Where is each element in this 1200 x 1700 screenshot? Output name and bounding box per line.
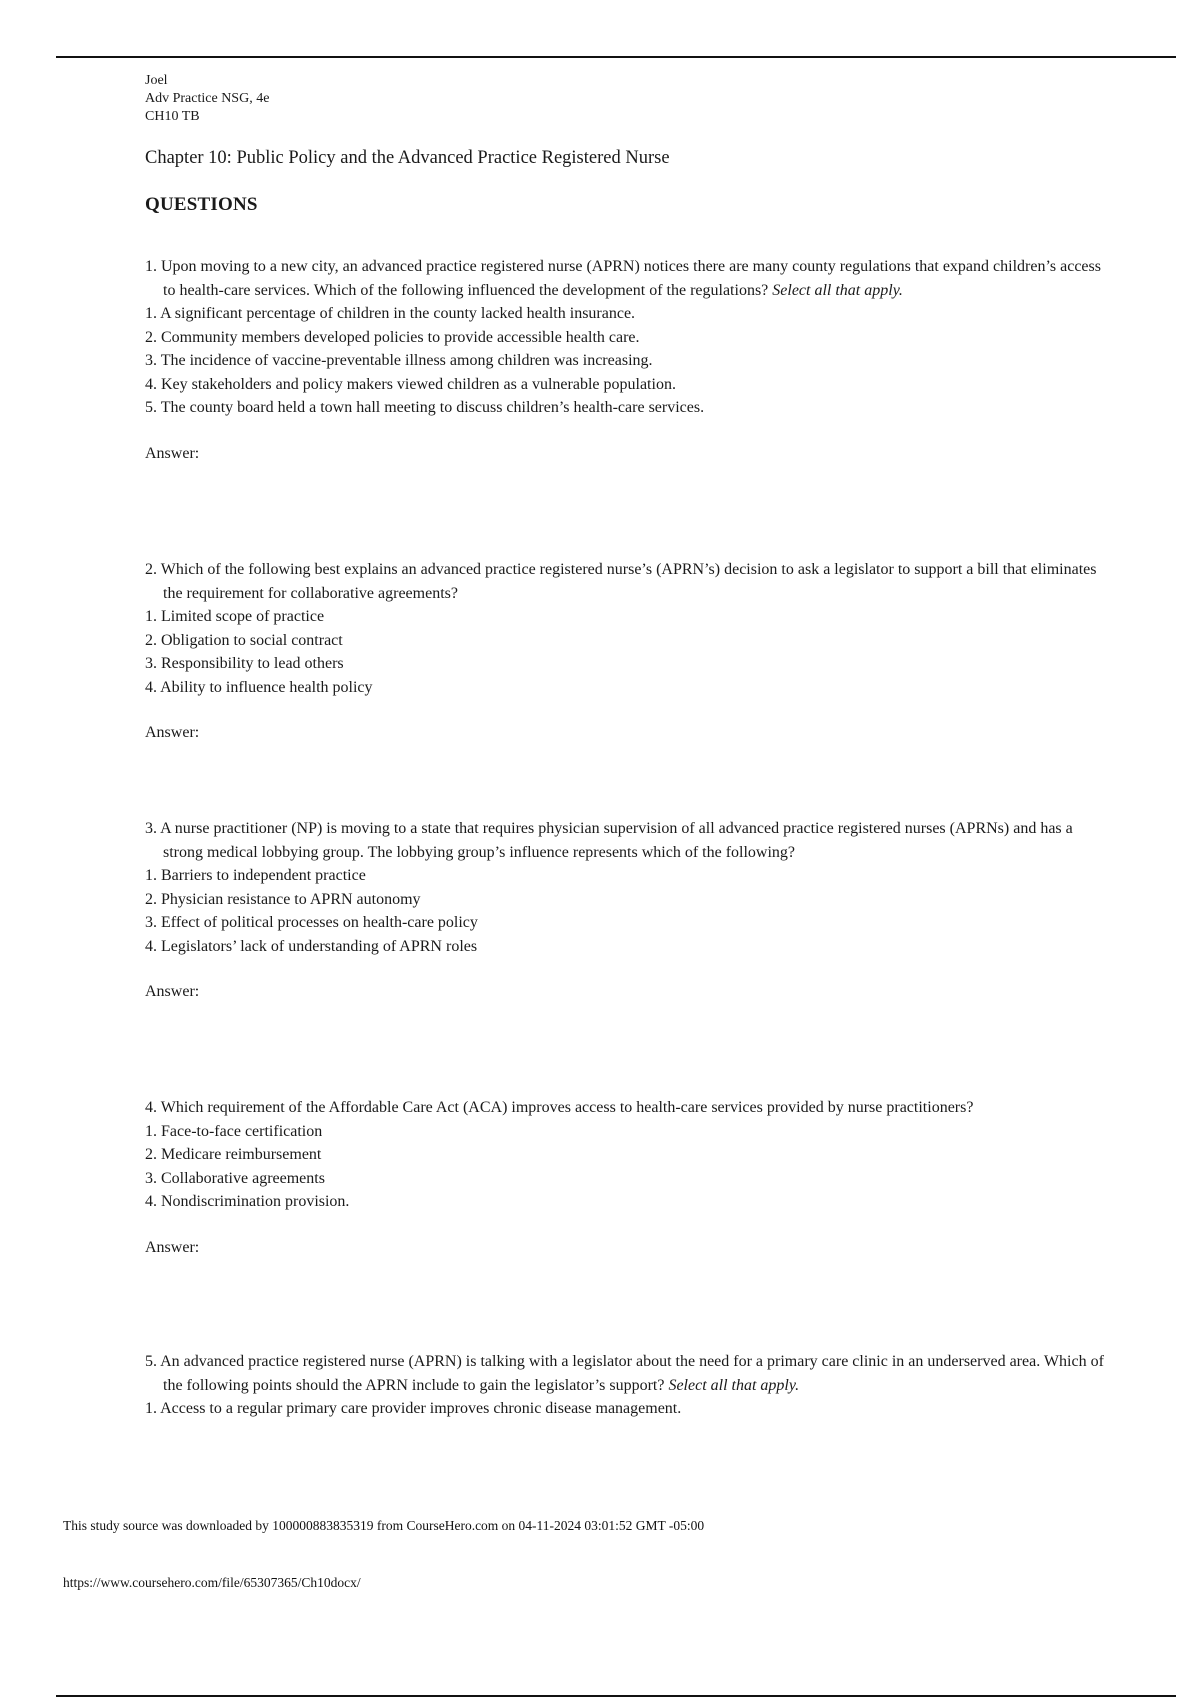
answer-option: 2. Physician resistance to APRN autonomy bbox=[145, 890, 421, 908]
download-notice: This study source was downloaded by 100000883835319 from CourseHero.com on 04-11-2024 03:01:52 GMT -05:00 bbox=[63, 1518, 705, 1533]
answer-option: 1. Face-to-face certification bbox=[145, 1122, 323, 1140]
question-stem: 3. A nurse practitioner (NP) is moving to a state that requires physician supervision of all advanced practice registered nurses (APRNs) and has a strong medical lobbying group. The lobbying group’s influence represents which of the following? bbox=[145, 820, 1073, 861]
source-url-link[interactable]: https://www.coursehero.com/file/65307365/Ch10docx/ bbox=[63, 1575, 361, 1590]
answer-option: 3. Responsibility to lead others bbox=[145, 655, 344, 672]
question-stem: 2. Which of the following best explains an advanced practice registered nurse’s (APRN’s) decision to ask a legislator to support a bill that eliminates the requirement for collaborative agreements? bbox=[145, 561, 1097, 602]
question-stem bbox=[145, 255, 1105, 302]
header-section: CH10 TB bbox=[145, 109, 200, 124]
answer-option: 3. Collaborative agreements bbox=[145, 1169, 325, 1187]
answer-option: 4. Legislators’ lack of understanding of APRN roles bbox=[145, 937, 478, 955]
answer-option: 1. A significant percentage of children in the county lacked health insurance. bbox=[145, 305, 636, 322]
chapter-title: Chapter 10: Public Policy and the Advanced Practice Registered Nurse bbox=[145, 148, 670, 168]
answer-option: 2. Obligation to social contract bbox=[145, 631, 343, 649]
answer-option: 2. Medicare reimbursement bbox=[145, 1146, 322, 1163]
header-book: Adv Practice NSG, 4e bbox=[145, 91, 270, 106]
question-stem: 4. Which requirement of the Affordable Care Act (ACA) improves access to health-care services provided by nurse practitioners? bbox=[145, 1099, 974, 1116]
answer-option: 5. The county board held a town hall meeting to discuss children’s health-care services. bbox=[145, 399, 705, 416]
answer-option: 1. Access to a regular primary care provider improves chronic disease management. bbox=[145, 1400, 682, 1417]
document-header bbox=[145, 72, 1105, 126]
answer-option: 3. The incidence of vaccine-preventable illness among children was increasing. bbox=[145, 352, 653, 369]
section-title: QUESTIONS bbox=[145, 194, 258, 215]
answer-option: 4. Nondiscrimination provision. bbox=[145, 1193, 350, 1210]
answer-option: 2. Community members developed policies to provide accessible health care. bbox=[145, 328, 640, 346]
document-page bbox=[145, 72, 1105, 216]
answer-option: 1. Limited scope of practice bbox=[145, 608, 325, 625]
question-stem-text: 5. An advanced practice registered nurse (APRN) is talking with a legislator about the need for a primary care clinic in an underserved area. Which of the following points should the APRN include to gain the legislator’s support? bbox=[145, 1353, 1104, 1394]
answer-option: 1. Barriers to independent practice bbox=[145, 867, 366, 884]
answer-label: Answer: bbox=[145, 724, 200, 741]
question-stem bbox=[145, 1350, 1105, 1397]
question-3 bbox=[145, 817, 1105, 1004]
bottom-rule bbox=[56, 1695, 1176, 1697]
select-all-note: Select all that apply. bbox=[772, 281, 903, 299]
select-all-note: Select all that apply. bbox=[668, 1376, 800, 1394]
question-4 bbox=[145, 1096, 1105, 1259]
top-rule bbox=[56, 56, 1176, 58]
question-2 bbox=[145, 558, 1105, 745]
answer-label: Answer: bbox=[145, 444, 200, 462]
answer-option: 4. Ability to influence health policy bbox=[145, 678, 373, 696]
answer-option: 3. Effect of political processes on health-care policy bbox=[145, 914, 478, 931]
header-author: Joel bbox=[145, 73, 168, 88]
answer-label: Answer: bbox=[145, 983, 200, 1000]
question-stem-text: 1. Upon moving to a new city, an advanced practice registered nurse (APRN) notices there are many county regulations that expand children’s access to health-care services. Which of the following influenced the development of the regulations? bbox=[145, 258, 1101, 299]
answer-option: 4. Key stakeholders and policy makers viewed children as a vulnerable population. bbox=[145, 375, 676, 393]
answer-label: Answer: bbox=[145, 1238, 200, 1256]
question-1 bbox=[145, 255, 1105, 465]
question-5 bbox=[145, 1350, 1105, 1421]
